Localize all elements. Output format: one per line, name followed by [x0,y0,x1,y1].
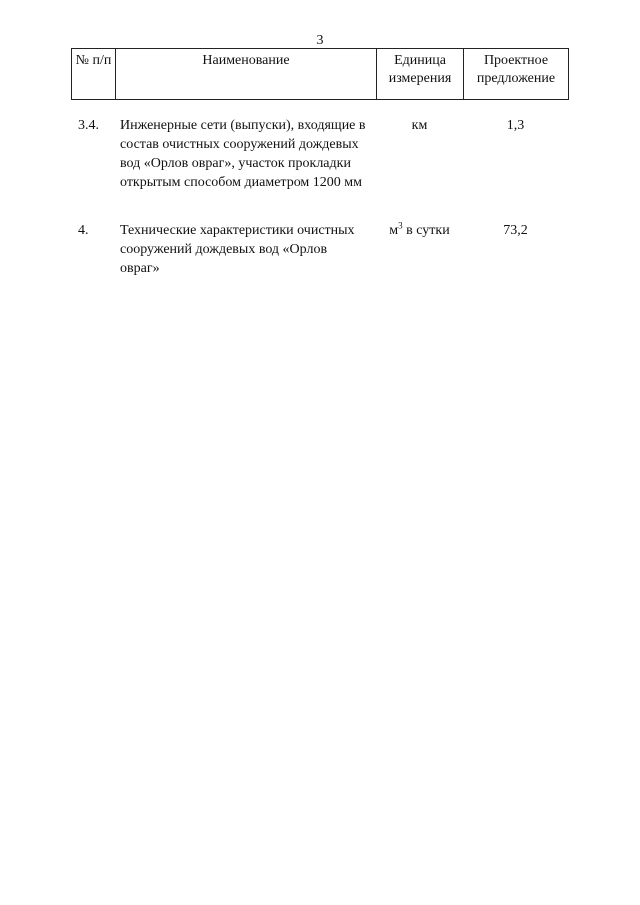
row-value: 1,3 [506,118,525,133]
header-name: Наименование [116,49,377,100]
page-number: 3 [316,33,324,48]
row-value: 73,2 [503,223,528,238]
row-name: Инженерные сети (выпуски), входящие в состав очистных сооружений дождевых вод «Орлов овраг», участок прокладки открытым способом диаметром 1200 мм [120,118,366,190]
row-number: 4. [78,223,89,238]
unit-superscript: 3 [398,220,403,231]
table-header-row [72,49,569,100]
header-value: Проектное предложение [464,49,569,100]
unit-rest: в сутки [402,223,450,238]
row-unit: км [411,118,428,133]
header-unit: Единица измерения [377,49,464,100]
header-num: № п/п [72,49,116,100]
unit-base: м [389,223,399,238]
table-header [71,48,569,100]
row-number: 3.4. [78,118,99,133]
row-name: Технические характеристики очистных сооружений дождевых вод «Орлов овраг» [120,223,355,276]
row-unit [376,221,463,240]
